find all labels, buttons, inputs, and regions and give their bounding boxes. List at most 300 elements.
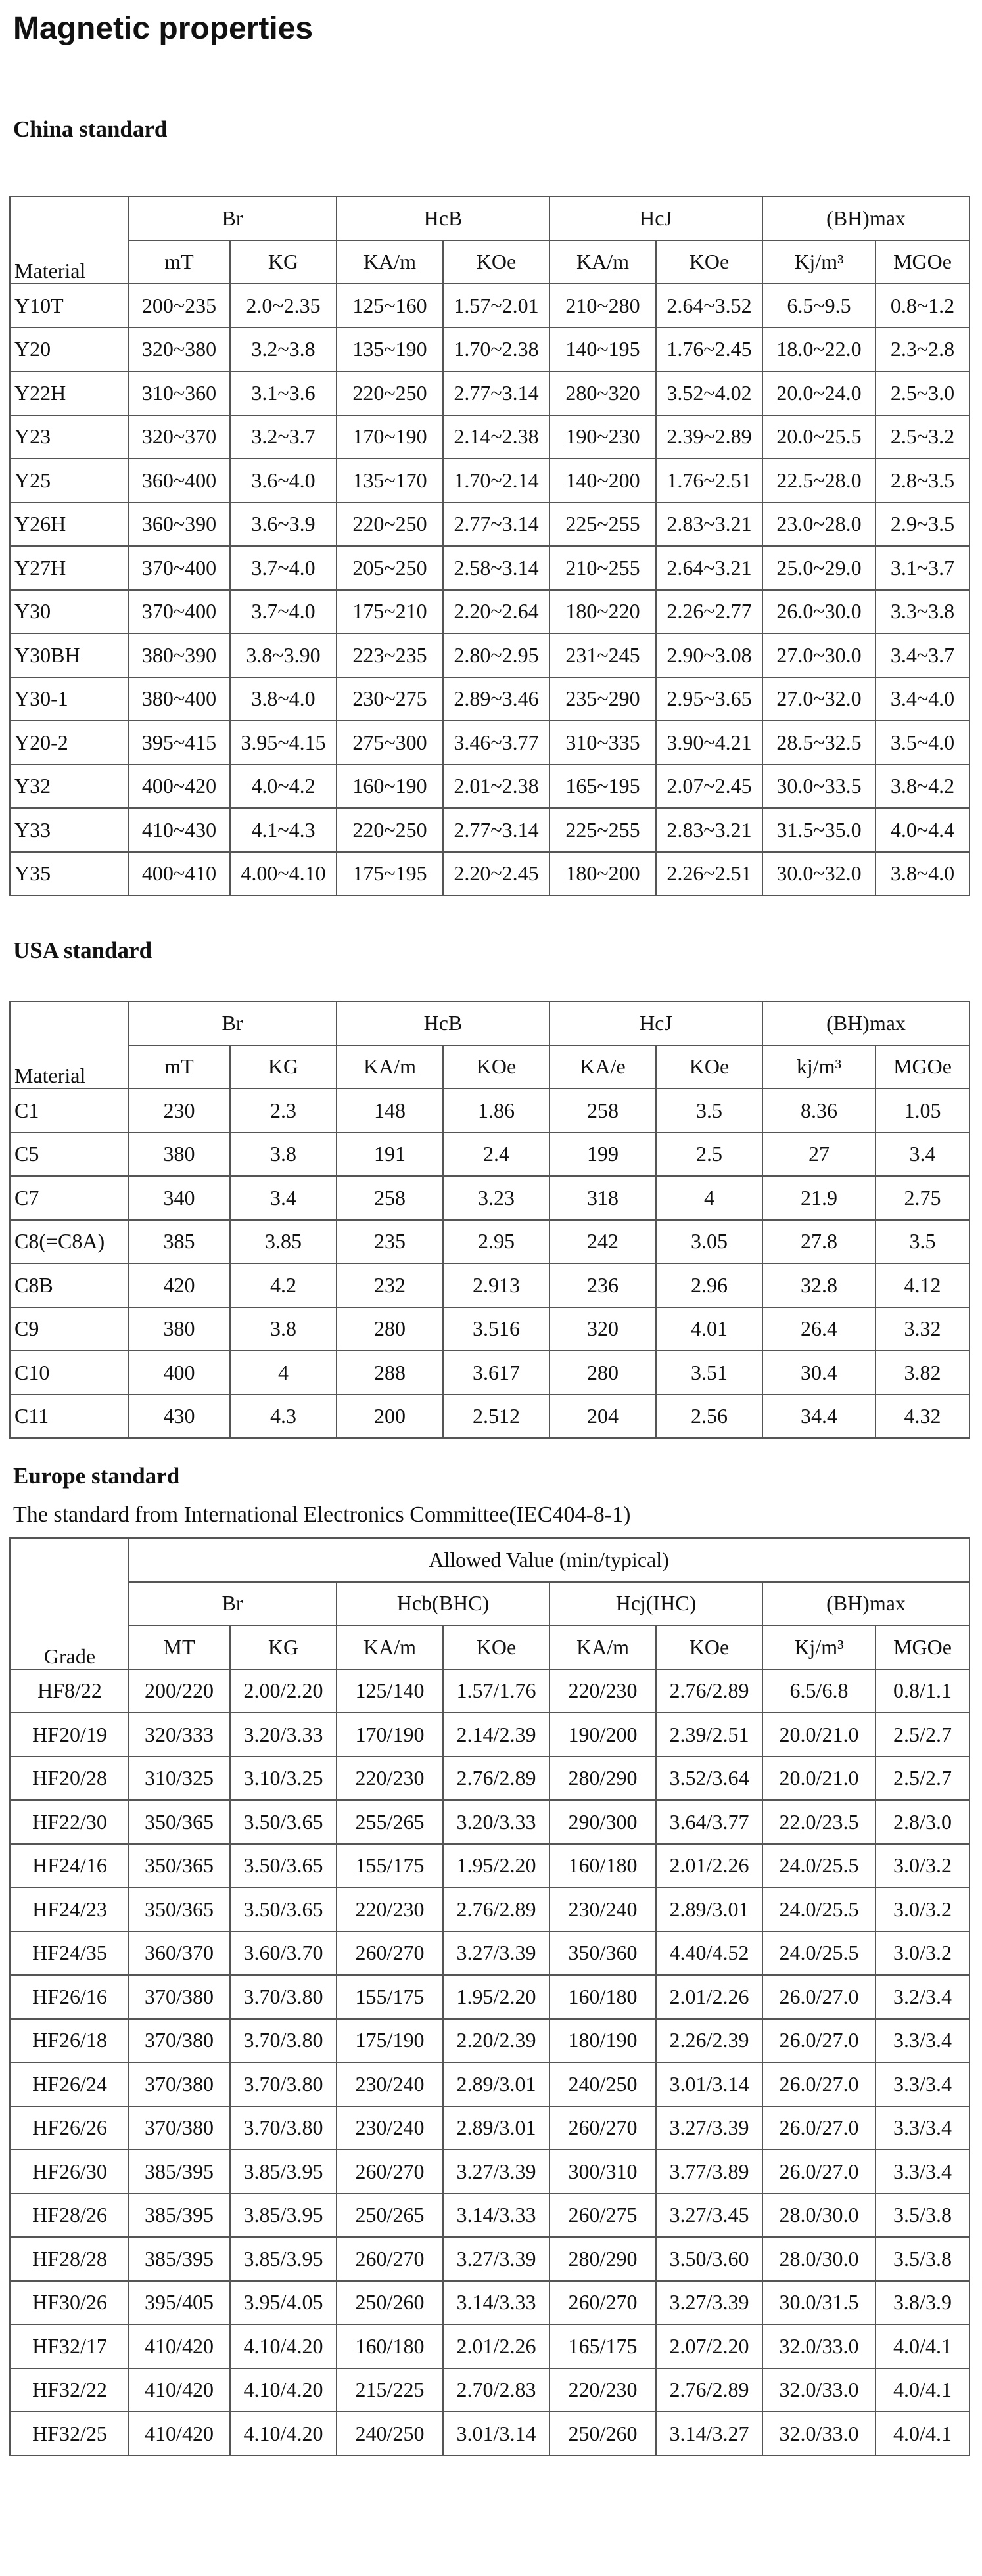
unit-header-cell: kj/m³	[762, 1045, 876, 1089]
table-cell: 200/220	[128, 1669, 230, 1713]
table-cell: 3.8~4.0	[876, 852, 970, 896]
europe-name-cell: HF24/23	[10, 1887, 128, 1932]
table-cell: 230~275	[337, 677, 443, 721]
table-cell: 235	[337, 1220, 443, 1264]
table-cell: 385	[128, 1220, 230, 1264]
table-cell: 135~190	[337, 328, 443, 372]
group-header-cell: (BH)max	[762, 1001, 970, 1045]
table-cell: 8.36	[762, 1089, 876, 1133]
table-header-row	[10, 1582, 970, 1626]
table-cell: 1.95/2.20	[443, 1975, 549, 2019]
table-cell: 242	[549, 1220, 656, 1264]
table-cell: 3.6~3.9	[230, 503, 337, 547]
table-header-row	[10, 1625, 970, 1669]
table-cell: 18.0~22.0	[762, 328, 876, 372]
table-cell: 300/310	[549, 2150, 656, 2194]
table-row	[10, 2324, 970, 2368]
europe-name-cell: HF32/25	[10, 2412, 128, 2456]
table-cell: 2.3	[230, 1089, 337, 1133]
table-cell: 220~250	[337, 371, 443, 415]
table-row	[10, 1844, 970, 1888]
table-row	[10, 1975, 970, 2019]
table-cell: 27.8	[762, 1220, 876, 1264]
table-cell: 2.01/2.26	[656, 1975, 762, 2019]
table-cell: 26.0/27.0	[762, 2019, 876, 2063]
table-cell: 232	[337, 1263, 443, 1307]
europe-standard-subtitle: The standard from International Electronics Committee(IEC404-8-1)	[13, 1503, 631, 1527]
table-cell: 22.5~28.0	[762, 459, 876, 503]
table-cell: 2.90~3.08	[656, 633, 762, 677]
unit-header-cell: KOe	[656, 1045, 762, 1089]
table-cell: 250/260	[549, 2412, 656, 2456]
table-cell: 280	[337, 1307, 443, 1351]
table-cell: 160~190	[337, 765, 443, 809]
unit-header-cell: KG	[230, 240, 337, 284]
table-cell: 280~320	[549, 371, 656, 415]
table-cell: 2.58~3.14	[443, 546, 549, 590]
europe-name-cell: HF32/22	[10, 2368, 128, 2412]
table-cell: 3.3/3.4	[876, 2062, 970, 2106]
table-cell: 3.90~4.21	[656, 721, 762, 765]
table-cell: 4.0/4.1	[876, 2368, 970, 2412]
table-cell: 3.5~4.0	[876, 721, 970, 765]
table-cell: 3.3/3.4	[876, 2019, 970, 2063]
table-cell: 2.07/2.20	[656, 2324, 762, 2368]
table-cell: 360~400	[128, 459, 230, 503]
table-cell: 2.77~3.14	[443, 503, 549, 547]
table-cell: 28.0/30.0	[762, 2237, 876, 2281]
table-cell: 4.32	[876, 1395, 970, 1439]
table-cell: 1.95/2.20	[443, 1844, 549, 1888]
table-cell: 370~400	[128, 546, 230, 590]
table-cell: 4.12	[876, 1263, 970, 1307]
table-cell: 125~160	[337, 284, 443, 328]
table-row	[10, 2368, 970, 2412]
table-cell: 250/260	[337, 2281, 443, 2325]
group-header-cell: Hcb(BHC)	[337, 1582, 549, 1626]
usa-name-cell: C10	[10, 1351, 128, 1395]
table-cell: 3.2~3.7	[230, 415, 337, 459]
china-name-cell: Y23	[10, 415, 128, 459]
china-name-cell: Y32	[10, 765, 128, 809]
table-cell: 360~390	[128, 503, 230, 547]
table-cell: 225~255	[549, 808, 656, 852]
table-cell: 34.4	[762, 1395, 876, 1439]
unit-header-cell: Kj/m³	[762, 1625, 876, 1669]
table-cell: 340	[128, 1176, 230, 1220]
table-cell: 2.913	[443, 1263, 549, 1307]
table-cell: 165/175	[549, 2324, 656, 2368]
table-cell: 26.0/27.0	[762, 1975, 876, 2019]
table-cell: 3.82	[876, 1351, 970, 1395]
table-cell: 27	[762, 1133, 876, 1177]
table-cell: 3.0/3.2	[876, 1887, 970, 1932]
table-cell: 3.3/3.4	[876, 2106, 970, 2150]
table-cell: 2.5~3.0	[876, 371, 970, 415]
table-cell: 175~195	[337, 852, 443, 896]
table-cell: 3.8~4.2	[876, 765, 970, 809]
header-cell: Grade	[10, 1538, 128, 1669]
group-header-cell: Br	[128, 1582, 337, 1626]
table-cell: 20.0~24.0	[762, 371, 876, 415]
table-cell: 3.27/3.39	[443, 2150, 549, 2194]
table-cell: 3.85/3.95	[230, 2237, 337, 2281]
table-cell: 199	[549, 1133, 656, 1177]
table-cell: 180~200	[549, 852, 656, 896]
table-cell: 2.512	[443, 1395, 549, 1439]
table-cell: 204	[549, 1395, 656, 1439]
table-cell: 2.76/2.89	[443, 1757, 549, 1801]
europe-standard-heading: Europe standard	[13, 1463, 180, 1489]
usa-name-cell: C11	[10, 1395, 128, 1439]
table-cell: 3.6~4.0	[230, 459, 337, 503]
table-row	[10, 1800, 970, 1844]
table-cell: 240/250	[549, 2062, 656, 2106]
table-row	[10, 371, 970, 415]
table-header-row	[10, 1001, 970, 1045]
table-cell: 4.0/4.1	[876, 2412, 970, 2456]
table-cell: 231~245	[549, 633, 656, 677]
table-row	[10, 2237, 970, 2281]
table-cell: 380	[128, 1307, 230, 1351]
table-cell: 155/175	[337, 1975, 443, 2019]
table-cell: 380~390	[128, 633, 230, 677]
table-cell: 2.76/2.89	[656, 1669, 762, 1713]
europe-name-cell: HF28/26	[10, 2194, 128, 2238]
table-cell: 28.5~32.5	[762, 721, 876, 765]
table-row	[10, 415, 970, 459]
table-cell: 6.5/6.8	[762, 1669, 876, 1713]
table-row	[10, 1932, 970, 1976]
table-cell: 30.0~33.5	[762, 765, 876, 809]
table-cell: 3.3/3.4	[876, 2150, 970, 2194]
table-row	[10, 721, 970, 765]
china-name-cell: Y30-1	[10, 677, 128, 721]
table-row	[10, 808, 970, 852]
table-cell: 135~170	[337, 459, 443, 503]
table-cell: 3.5	[876, 1220, 970, 1264]
table-cell: 2.5	[656, 1133, 762, 1177]
europe-name-cell: HF32/17	[10, 2324, 128, 2368]
table-cell: 225~255	[549, 503, 656, 547]
table-cell: 0.8~1.2	[876, 284, 970, 328]
table-cell: 1.86	[443, 1089, 549, 1133]
table-cell: 320	[549, 1307, 656, 1351]
table-row	[10, 2106, 970, 2150]
table-cell: 1.57~2.01	[443, 284, 549, 328]
table-cell: 2.76/2.89	[443, 1887, 549, 1932]
table-cell: 400~420	[128, 765, 230, 809]
table-cell: 2.07~2.45	[656, 765, 762, 809]
table-header-row	[10, 1538, 970, 1582]
table-cell: 2.77~3.14	[443, 808, 549, 852]
table-cell: 2.64~3.21	[656, 546, 762, 590]
table-cell: 2.83~3.21	[656, 503, 762, 547]
unit-header-cell: KOe	[443, 240, 549, 284]
table-cell: 3.85	[230, 1220, 337, 1264]
table-row	[10, 1669, 970, 1713]
table-cell: 2.75	[876, 1176, 970, 1220]
table-cell: 3.50/3.65	[230, 1844, 337, 1888]
group-header-cell: HcJ	[549, 196, 762, 240]
page-title: Magnetic properties	[13, 11, 314, 46]
table-cell: 2.95	[443, 1220, 549, 1264]
table-cell: 2.5/2.7	[876, 1757, 970, 1801]
table-cell: 320~370	[128, 415, 230, 459]
table-cell: 4	[656, 1176, 762, 1220]
allowed-value-header: Allowed Value (min/typical)	[128, 1538, 970, 1582]
table-row	[10, 1133, 970, 1177]
table-cell: 2.80~2.95	[443, 633, 549, 677]
europe-name-cell: HF26/30	[10, 2150, 128, 2194]
table-cell: 3.7~4.0	[230, 590, 337, 634]
china-name-cell: Y30BH	[10, 633, 128, 677]
unit-header-cell: KOe	[656, 1625, 762, 1669]
table-cell: 3.46~3.77	[443, 721, 549, 765]
table-cell: 32.0/33.0	[762, 2368, 876, 2412]
table-cell: 350/365	[128, 1887, 230, 1932]
table-row	[10, 328, 970, 372]
europe-standard-table	[9, 1537, 970, 2456]
china-name-cell: Y22H	[10, 371, 128, 415]
europe-name-cell: HF26/26	[10, 2106, 128, 2150]
table-cell: 170/190	[337, 1713, 443, 1757]
table-cell: 3.70/3.80	[230, 2019, 337, 2063]
table-cell: 3.60/3.70	[230, 1932, 337, 1976]
group-header-cell: (BH)max	[762, 196, 970, 240]
table-cell: 2.14~2.38	[443, 415, 549, 459]
table-cell: 3.14/3.33	[443, 2281, 549, 2325]
table-cell: 190~230	[549, 415, 656, 459]
table-cell: 2.39/2.51	[656, 1713, 762, 1757]
table-cell: 4.10/4.20	[230, 2368, 337, 2412]
europe-name-cell: HF20/28	[10, 1757, 128, 1801]
china-name-cell: Y30	[10, 590, 128, 634]
group-header-cell: HcJ	[549, 1001, 762, 1045]
europe-name-cell: HF22/30	[10, 1800, 128, 1844]
table-cell: 3.50/3.65	[230, 1887, 337, 1932]
europe-name-cell: HF28/28	[10, 2237, 128, 2281]
unit-header-cell: mT	[128, 1045, 230, 1089]
table-cell: 21.9	[762, 1176, 876, 1220]
table-cell: 380	[128, 1133, 230, 1177]
table-cell: 310~360	[128, 371, 230, 415]
table-cell: 320/333	[128, 1713, 230, 1757]
table-row	[10, 1089, 970, 1133]
table-cell: 2.8~3.5	[876, 459, 970, 503]
table-cell: 288	[337, 1351, 443, 1395]
table-cell: 370/380	[128, 2019, 230, 2063]
group-header-cell: Br	[128, 196, 337, 240]
table-cell: 2.83~3.21	[656, 808, 762, 852]
table-cell: 27.0~30.0	[762, 633, 876, 677]
usa-name-cell: C9	[10, 1307, 128, 1351]
table-cell: 2.5/2.7	[876, 1713, 970, 1757]
table-cell: 400~410	[128, 852, 230, 896]
table-row	[10, 1395, 970, 1439]
table-cell: 4	[230, 1351, 337, 1395]
table-cell: 210~280	[549, 284, 656, 328]
table-row	[10, 1176, 970, 1220]
table-cell: 23.0~28.0	[762, 503, 876, 547]
china-name-cell: Y27H	[10, 546, 128, 590]
table-cell: 3.01/3.14	[656, 2062, 762, 2106]
table-cell: 2.0~2.35	[230, 284, 337, 328]
table-row	[10, 1713, 970, 1757]
usa-standard-heading: USA standard	[13, 938, 152, 963]
table-cell: 191	[337, 1133, 443, 1177]
table-cell: 220/230	[549, 1669, 656, 1713]
table-cell: 32.8	[762, 1263, 876, 1307]
table-cell: 410/420	[128, 2324, 230, 2368]
table-cell: 385/395	[128, 2237, 230, 2281]
table-cell: 370/380	[128, 2062, 230, 2106]
table-cell: 26.0/27.0	[762, 2106, 876, 2150]
table-cell: 160/180	[337, 2324, 443, 2368]
table-cell: 30.4	[762, 1351, 876, 1395]
table-header-row	[10, 196, 970, 240]
table-cell: 140~200	[549, 459, 656, 503]
table-cell: 385/395	[128, 2194, 230, 2238]
china-name-cell: Y35	[10, 852, 128, 896]
unit-header-cell: KOe	[656, 240, 762, 284]
table-cell: 2.3~2.8	[876, 328, 970, 372]
table-cell: 3.52~4.02	[656, 371, 762, 415]
table-cell: 3.1~3.7	[876, 546, 970, 590]
table-cell: 3.27/3.45	[656, 2194, 762, 2238]
china-name-cell: Y33	[10, 808, 128, 852]
table-cell: 2.01~2.38	[443, 765, 549, 809]
table-cell: 32.0/33.0	[762, 2412, 876, 2456]
table-cell: 395/405	[128, 2281, 230, 2325]
table-row	[10, 2062, 970, 2106]
table-cell: 3.85/3.95	[230, 2150, 337, 2194]
table-cell: 148	[337, 1089, 443, 1133]
header-cell: Material	[10, 196, 128, 284]
table-cell: 3.5	[656, 1089, 762, 1133]
table-cell: 30.0~32.0	[762, 852, 876, 896]
table-cell: 400	[128, 1351, 230, 1395]
table-cell: 370/380	[128, 2106, 230, 2150]
china-standard-heading: China standard	[13, 116, 168, 142]
table-cell: 4.00~4.10	[230, 852, 337, 896]
china-name-cell: Y20	[10, 328, 128, 372]
table-cell: 140~195	[549, 328, 656, 372]
table-row	[10, 1757, 970, 1801]
table-cell: 2.89/3.01	[443, 2106, 549, 2150]
table-cell: 3.52/3.64	[656, 1757, 762, 1801]
table-cell: 1.57/1.76	[443, 1669, 549, 1713]
table-cell: 3.0/3.2	[876, 1932, 970, 1976]
table-row	[10, 1220, 970, 1264]
table-cell: 3.85/3.95	[230, 2194, 337, 2238]
table-row	[10, 1351, 970, 1395]
table-cell: 190/200	[549, 1713, 656, 1757]
table-cell: 280/290	[549, 2237, 656, 2281]
group-header-cell: HcB	[337, 196, 549, 240]
table-cell: 3.2/3.4	[876, 1975, 970, 2019]
table-cell: 210~255	[549, 546, 656, 590]
table-cell: 280	[549, 1351, 656, 1395]
table-cell: 3.27/3.39	[443, 2237, 549, 2281]
table-row	[10, 2150, 970, 2194]
unit-header-cell: KG	[230, 1045, 337, 1089]
table-cell: 3.70/3.80	[230, 2062, 337, 2106]
table-cell: 180/190	[549, 2019, 656, 2063]
table-cell: 2.4	[443, 1133, 549, 1177]
table-cell: 3.77/3.89	[656, 2150, 762, 2194]
table-cell: 3.70/3.80	[230, 2106, 337, 2150]
table-cell: 255/265	[337, 1800, 443, 1844]
table-cell: 360/370	[128, 1932, 230, 1976]
table-cell: 2.20~2.64	[443, 590, 549, 634]
table-cell: 4.10/4.20	[230, 2412, 337, 2456]
table-cell: 320~380	[128, 328, 230, 372]
table-cell: 3.10/3.25	[230, 1757, 337, 1801]
table-row	[10, 1263, 970, 1307]
europe-name-cell: HF8/22	[10, 1669, 128, 1713]
usa-name-cell: C1	[10, 1089, 128, 1133]
table-cell: 3.5/3.8	[876, 2237, 970, 2281]
unit-header-cell: KA/m	[549, 1625, 656, 1669]
table-row	[10, 590, 970, 634]
table-cell: 230/240	[337, 2106, 443, 2150]
table-cell: 410~430	[128, 808, 230, 852]
table-cell: 1.76~2.51	[656, 459, 762, 503]
table-cell: 27.0~32.0	[762, 677, 876, 721]
table-row	[10, 1307, 970, 1351]
table-cell: 1.76~2.45	[656, 328, 762, 372]
table-cell: 2.89/3.01	[656, 1887, 762, 1932]
table-cell: 235~290	[549, 677, 656, 721]
table-cell: 220~250	[337, 503, 443, 547]
table-cell: 2.64~3.52	[656, 284, 762, 328]
table-cell: 0.8/1.1	[876, 1669, 970, 1713]
unit-header-cell: MGOe	[876, 240, 970, 284]
table-cell: 385/395	[128, 2150, 230, 2194]
table-cell: 2.77~3.14	[443, 371, 549, 415]
table-cell: 3.4~4.0	[876, 677, 970, 721]
table-cell: 3.4	[230, 1176, 337, 1220]
table-cell: 3.2~3.8	[230, 328, 337, 372]
table-cell: 3.27/3.39	[656, 2106, 762, 2150]
unit-header-cell: KA/m	[337, 1045, 443, 1089]
europe-name-cell: HF24/35	[10, 1932, 128, 1976]
table-cell: 310/325	[128, 1757, 230, 1801]
europe-name-cell: HF26/16	[10, 1975, 128, 2019]
table-cell: 240/250	[337, 2412, 443, 2456]
table-header-row	[10, 1045, 970, 1089]
table-cell: 258	[549, 1089, 656, 1133]
table-cell: 1.70~2.38	[443, 328, 549, 372]
table-cell: 3.7~4.0	[230, 546, 337, 590]
table-row	[10, 503, 970, 547]
table-cell: 26.0/27.0	[762, 2062, 876, 2106]
china-name-cell: Y20-2	[10, 721, 128, 765]
table-cell: 3.14/3.33	[443, 2194, 549, 2238]
table-cell: 3.20/3.33	[443, 1800, 549, 1844]
table-row	[10, 2194, 970, 2238]
unit-header-cell: Kj/m³	[762, 240, 876, 284]
table-cell: 2.20/2.39	[443, 2019, 549, 2063]
table-cell: 2.26~2.51	[656, 852, 762, 896]
table-cell: 170~190	[337, 415, 443, 459]
usa-name-cell: C8B	[10, 1263, 128, 1307]
table-cell: 3.20/3.33	[230, 1713, 337, 1757]
europe-name-cell: HF30/26	[10, 2281, 128, 2325]
table-cell: 31.5~35.0	[762, 808, 876, 852]
table-cell: 25.0~29.0	[762, 546, 876, 590]
